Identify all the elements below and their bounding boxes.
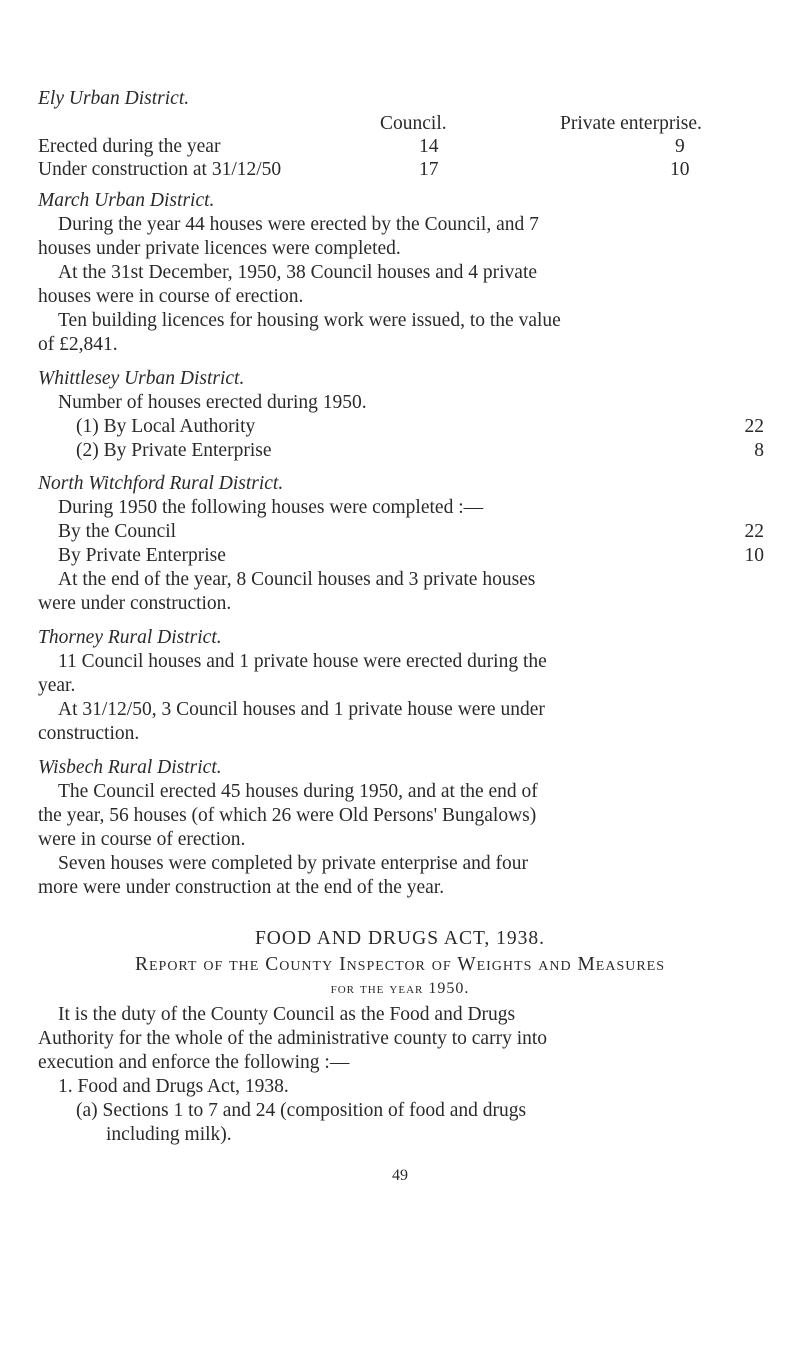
ely-row-2-label: Under construction at 31/12/50 [38,159,282,180]
ely-row-1-label: Erected during the year [38,136,221,157]
ely-col-council: Council. [380,113,447,134]
ely-col-private: Private enterprise. [560,113,702,134]
whittlesey-item-1-label: (1) By Local Authority [76,416,256,437]
march-heading: March Urban District. [38,190,215,211]
march-line-3: At the 31st December, 1950, 38 Council houses and 4 private [58,262,538,283]
wisbech-line-4: Seven houses were completed by private enterprise and four [58,853,528,874]
north-witchford-line-2: were under construction. [38,593,232,614]
ely-row-2-private: 10 [670,159,690,180]
whittlesey-item-1-value: 22 [744,416,764,437]
food-line-1: It is the duty of the County Council as the Food and Drugs [58,1004,516,1025]
march-line-6: of £2,841. [38,334,118,355]
north-witchford-item-1-value: 22 [744,521,764,542]
wisbech-line-2: the year, 56 houses (of which 26 were Old Persons' Bungalows) [38,805,537,826]
food-subtitle-1: Report of the County Inspector of Weights and Measures [134,954,666,975]
wisbech-heading: Wisbech Rural District. [38,757,222,778]
ely-row-1-private: 9 [675,136,685,157]
page-number: 49 [392,1167,408,1184]
food-item-1: 1. Food and Drugs Act, 1938. [58,1076,289,1097]
north-witchford-intro: During 1950 the following houses were completed :— [58,497,484,518]
north-witchford-line-1: At the end of the year, 8 Council houses and 3 private houses [58,569,536,590]
north-witchford-heading: North Witchford Rural District. [38,473,284,494]
north-witchford-item-2-value: 10 [744,545,764,566]
thorney-line-3: At 31/12/50, 3 Council houses and 1 private house were under [58,699,545,720]
wisbech-line-5: more were under construction at the end of the year. [38,877,445,898]
food-subtitle-2: for the year 1950. [330,980,470,997]
thorney-heading: Thorney Rural District. [38,627,222,648]
march-line-4: houses were in course of erection. [38,286,304,307]
north-witchford-item-2-label: By Private Enterprise [58,545,226,566]
food-item-a-line-1: (a) Sections 1 to 7 and 24 (composition of food and drugs [76,1100,527,1121]
ely-row-1-council: 14 [419,136,439,157]
food-line-2: Authority for the whole of the administrative county to carry into [38,1028,548,1049]
thorney-line-1: 11 Council houses and 1 private house were erected during the [58,651,547,672]
whittlesey-item-2-value: 8 [754,440,764,461]
thorney-line-2: year. [38,675,76,696]
wisbech-line-1: The Council erected 45 houses during 1950, and at the end of [58,781,538,802]
ely-heading: Ely Urban District. [38,88,190,109]
whittlesey-heading: Whittlesey Urban District. [38,368,245,389]
wisbech-line-3: were in course of erection. [38,829,246,850]
whittlesey-item-2-label: (2) By Private Enterprise [76,440,272,461]
march-line-2: houses under private licences were completed. [38,238,401,259]
whittlesey-intro: Number of houses erected during 1950. [58,392,367,413]
thorney-line-4: construction. [38,723,140,744]
food-title: FOOD AND DRUGS ACT, 1938. [254,928,546,949]
food-item-a-line-2: including milk). [106,1124,232,1145]
march-line-5: Ten building licences for housing work were issued, to the value [58,310,561,331]
north-witchford-item-1-label: By the Council [58,521,177,542]
march-line-1: During the year 44 houses were erected by the Council, and 7 [58,214,539,235]
ely-row-2-council: 17 [419,159,439,180]
food-line-3: execution and enforce the following :— [38,1052,350,1073]
